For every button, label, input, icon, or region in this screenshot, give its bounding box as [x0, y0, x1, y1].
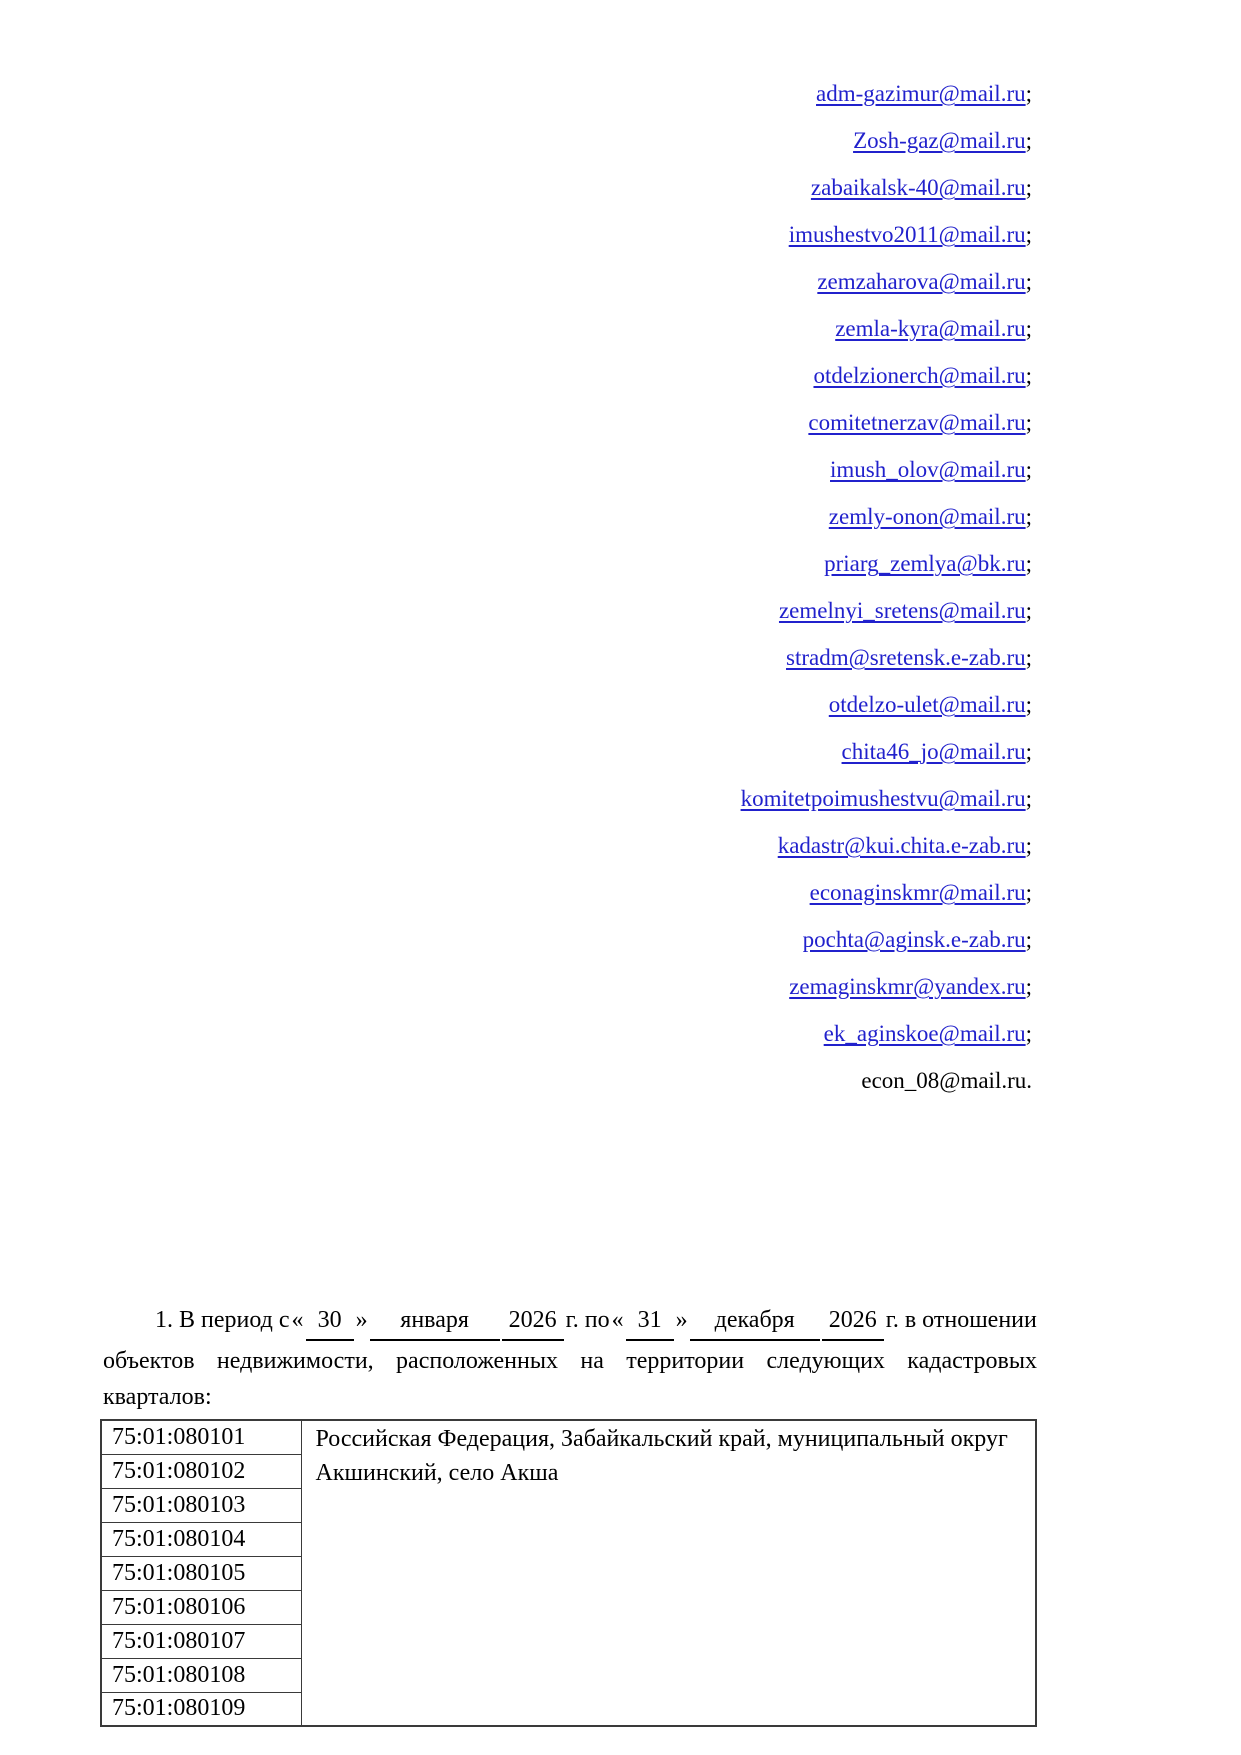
- email-suffix: ;: [1025, 175, 1032, 200]
- email-suffix: ;: [1025, 598, 1032, 623]
- email-suffix: ;: [1025, 269, 1032, 294]
- email-suffix: ;: [1025, 1021, 1032, 1046]
- email-line: [103, 164, 1032, 211]
- email-link[interactable]: otdelzionerch@mail.ru: [813, 363, 1026, 388]
- year-from-blank: 2026: [502, 1302, 564, 1341]
- period-paragraph-date-line: [103, 1302, 1037, 1341]
- paragraph-middle-text: г. по: [565, 1307, 610, 1333]
- email-line: [103, 446, 1032, 493]
- email-line: [103, 399, 1032, 446]
- email-link[interactable]: otdelzo-ulet@mail.ru: [828, 692, 1026, 717]
- email-link[interactable]: comitetnerzav@mail.ru: [808, 410, 1026, 435]
- email-suffix: ;: [1025, 880, 1032, 905]
- cadastral-number-cell: 75:01:080102: [101, 1454, 301, 1488]
- close-quote-mark: »: [355, 1307, 368, 1333]
- email-suffix: ;: [1025, 457, 1032, 482]
- email-line: [103, 869, 1032, 916]
- email-line: [103, 493, 1032, 540]
- email-line: [103, 305, 1032, 352]
- email-link[interactable]: pochta@aginsk.e-zab.ru: [802, 927, 1026, 952]
- email-line: [103, 963, 1032, 1010]
- email-link[interactable]: zabaikalsk-40@mail.ru: [810, 175, 1026, 200]
- cadastral-number-cell: 75:01:080106: [101, 1590, 301, 1624]
- email-link[interactable]: imushestvo2011@mail.ru: [788, 222, 1026, 247]
- email-link[interactable]: kadastr@kui.chita.e-zab.ru: [777, 833, 1026, 858]
- email-link[interactable]: chita46_jo@mail.ru: [841, 739, 1026, 764]
- email-suffix: ;: [1025, 692, 1032, 717]
- period-paragraph-second-line: объектов недвижимости, расположенных на территории следующих кадастровых кварталов:: [103, 1348, 1037, 1410]
- email-line: [103, 352, 1032, 399]
- email-suffix: ;: [1025, 974, 1032, 999]
- email-line: [103, 540, 1032, 587]
- cadastral-number-cell: 75:01:080103: [101, 1488, 301, 1522]
- day-to-blank: 31: [626, 1302, 674, 1341]
- email-line: [103, 70, 1032, 117]
- email-line: [103, 1010, 1032, 1057]
- email-plain-text: econ_08@mail.ru: [861, 1068, 1027, 1093]
- email-suffix: ;: [1025, 739, 1032, 764]
- month-to-blank: декабря: [690, 1302, 820, 1341]
- cadastral-number-cell: 75:01:080104: [101, 1522, 301, 1556]
- cadastral-number-cell: 75:01:080109: [101, 1692, 301, 1726]
- email-line: [103, 775, 1032, 822]
- email-suffix: ;: [1025, 786, 1032, 811]
- close-quote-mark: »: [675, 1307, 688, 1333]
- email-line: [103, 916, 1032, 963]
- email-suffix: .: [1026, 1068, 1032, 1093]
- cadastral-number-cell: 75:01:080105: [101, 1556, 301, 1590]
- month-from-blank: января: [370, 1302, 500, 1341]
- email-link[interactable]: zemaginskmr@yandex.ru: [789, 974, 1026, 999]
- open-quote-mark: «: [291, 1307, 304, 1333]
- email-link[interactable]: komitetpoimushestvu@mail.ru: [740, 786, 1026, 811]
- table-row: [101, 1420, 1036, 1454]
- email-link[interactable]: stradm@sretensk.e-zab.ru: [786, 645, 1026, 670]
- email-link[interactable]: imush_olov@mail.ru: [830, 457, 1026, 482]
- email-suffix: ;: [1025, 363, 1032, 388]
- cadastral-number-cell: 75:01:080108: [101, 1658, 301, 1692]
- email-link[interactable]: zemly-onon@mail.ru: [828, 504, 1026, 529]
- email-line: [103, 211, 1032, 258]
- cadastral-number-cell: 75:01:080107: [101, 1624, 301, 1658]
- day-from-blank: 30: [306, 1302, 354, 1341]
- email-line: [103, 117, 1032, 164]
- email-suffix: ;: [1025, 81, 1032, 106]
- email-suffix: ;: [1025, 927, 1032, 952]
- email-line: [103, 258, 1032, 305]
- email-line: [103, 634, 1032, 681]
- email-suffix: ;: [1025, 504, 1032, 529]
- email-link[interactable]: zemelnyi_sretens@mail.ru: [778, 598, 1026, 623]
- email-link[interactable]: Zosh-gaz@mail.ru: [853, 128, 1026, 153]
- cadastral-number-cell: 75:01:080101: [101, 1420, 301, 1454]
- paragraph-intro-text: 1. В период с: [155, 1307, 290, 1333]
- email-link[interactable]: adm-gazimur@mail.ru: [816, 81, 1026, 106]
- year-to-blank: 2026: [822, 1302, 884, 1341]
- email-suffix: ;: [1025, 645, 1032, 670]
- email-suffix: ;: [1025, 833, 1032, 858]
- email-suffix: ;: [1025, 222, 1032, 247]
- cadastral-quarters-table-body: [101, 1420, 1036, 1726]
- email-link[interactable]: econaginskmr@mail.ru: [809, 880, 1026, 905]
- email-suffix: ;: [1025, 551, 1032, 576]
- email-line: [103, 1057, 1032, 1104]
- email-line: [103, 681, 1032, 728]
- period-paragraph: [103, 1302, 1037, 1415]
- location-cell: Российская Федерация, Забайкальский край, муниципальный округ Акшинский, село Акша: [301, 1420, 1036, 1726]
- email-link[interactable]: ek_aginskoe@mail.ru: [823, 1021, 1026, 1046]
- email-suffix: ;: [1025, 128, 1032, 153]
- email-line: [103, 728, 1032, 775]
- email-link[interactable]: zemzaharova@mail.ru: [817, 269, 1026, 294]
- email-line: [103, 822, 1032, 869]
- email-line: [103, 587, 1032, 634]
- cadastral-quarters-table: [100, 1419, 1037, 1727]
- email-link[interactable]: priarg_zemlya@bk.ru: [824, 551, 1026, 576]
- email-link[interactable]: zemla-kyra@mail.ru: [835, 316, 1026, 341]
- email-suffix: ;: [1025, 316, 1032, 341]
- email-suffix: ;: [1025, 410, 1032, 435]
- paragraph-tail-text: г. в отношении: [885, 1307, 1037, 1333]
- open-quote-mark: «: [611, 1307, 624, 1333]
